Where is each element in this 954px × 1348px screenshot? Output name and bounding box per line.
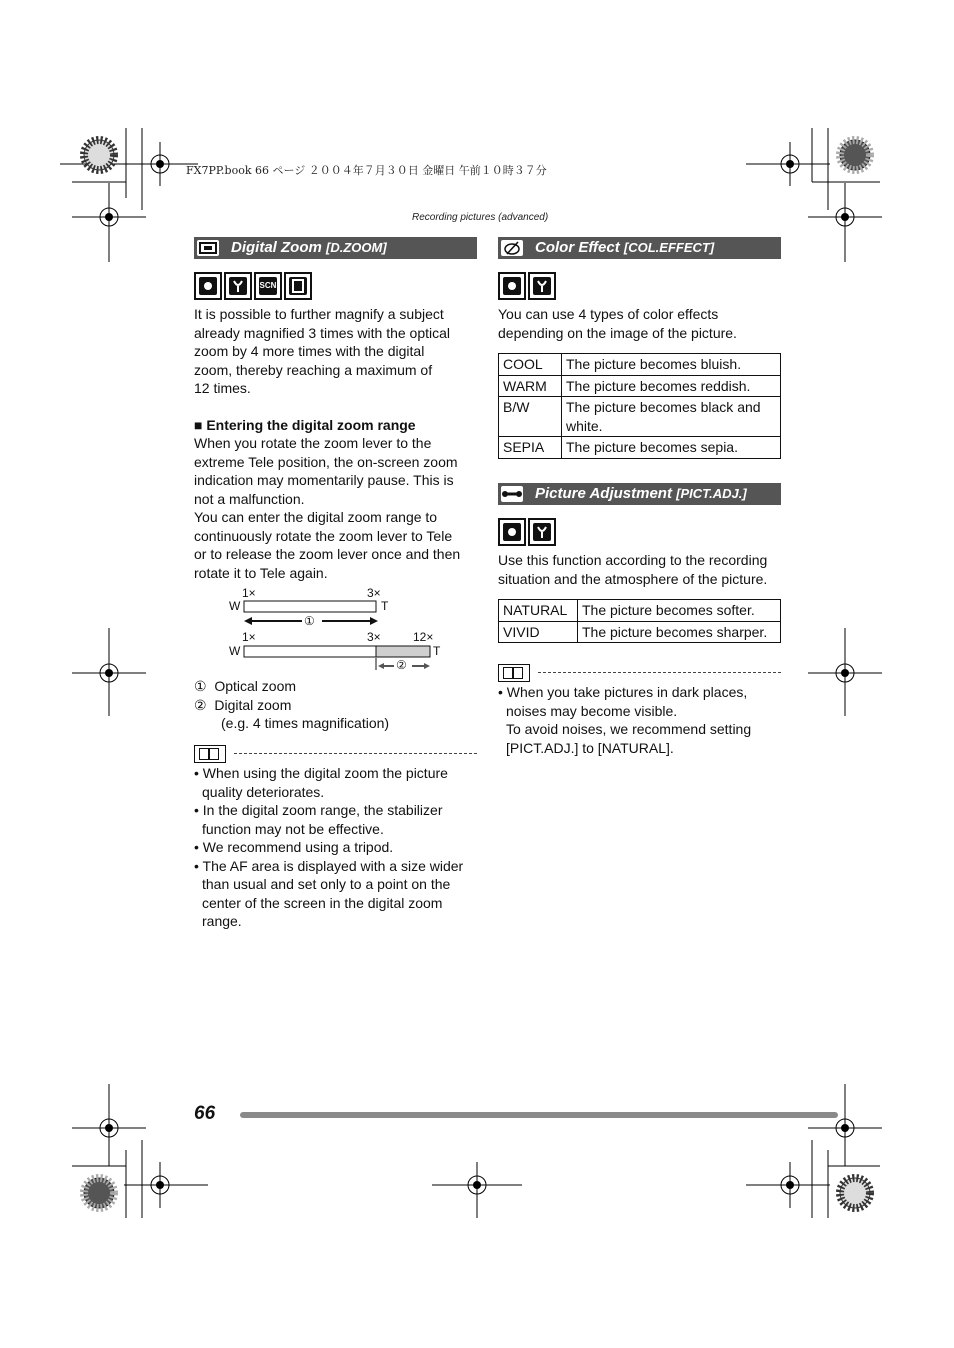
digital-zoom-intro: It is possible to further magnify a subject already magnified 3 times with the optical zoom by 4 more times with the digital zoom, thereby reaching a maximum of 12 times. <box>194 306 451 396</box>
page-number: 66 <box>194 1103 216 1124</box>
movie-mode-icon <box>284 272 312 300</box>
table-row: VIVID The picture becomes sharper. <box>499 621 781 643</box>
section-color-effect-header <box>498 237 781 259</box>
note-divider <box>538 672 781 673</box>
section-title: Picture Adjustment <box>535 485 672 502</box>
section-digital-zoom-header <box>194 237 477 259</box>
section-code: [D.ZOOM] <box>326 240 387 255</box>
table-row: SEPIA The picture becomes sepia. <box>499 437 781 459</box>
camera-mode-icon <box>194 272 222 300</box>
mode-icons <box>194 272 312 300</box>
color-effect-intro: You can use 4 types of color effects depending on the image of the picture. <box>498 306 737 341</box>
color-effect-icon <box>501 240 523 256</box>
page-footer-bar <box>240 1112 838 1118</box>
table-row: B/W The picture becomes black and white. <box>499 397 781 437</box>
note-icon <box>194 745 226 763</box>
note-icon <box>498 664 530 682</box>
section-code: [COL.EFFECT] <box>623 240 715 255</box>
wrench-icon <box>501 486 523 502</box>
zoom-range-diagram: 1× 3× W T 1× 3× 12× W T ① ② <box>226 586 486 676</box>
table-row: COOL The picture becomes bluish. <box>499 354 781 376</box>
zoom-legend: ① Optical zoom ② Digital zoom (e.g. 4 times magnification) <box>194 678 390 731</box>
section-picture-adjustment-header <box>498 483 781 505</box>
print-note: FX7PP.book 66 ページ ２００４年７月３０日 金曜日 午前１０時３７分 <box>186 164 547 177</box>
note-divider <box>234 753 477 754</box>
running-title: Recording pictures (advanced) <box>412 212 549 223</box>
camera-mode-icon <box>498 272 526 300</box>
digital-zoom-body: When you rotate the zoom lever to the extreme Tele position, the on-screen zoom indication may momentarily pause. This is not a malfunction. You can enter the digital zoom range to continuously rotate the zoom lever to Tele or to release the zoom lever once and then rotate it to Tele again. <box>194 435 461 581</box>
macro-mode-icon <box>528 518 556 546</box>
zoom-bar-graphic <box>226 586 486 676</box>
picture-adjustment-notes: • When you take pictures in dark places, noises may become visible. To avoid noises, we recommend setting [PICT.ADJ.] to [NATURAL]. <box>498 684 752 756</box>
color-effect-table <box>498 353 781 459</box>
camera-mode-icon <box>498 518 526 546</box>
digital-zoom-icon <box>197 240 219 256</box>
section-title: Digital Zoom <box>231 239 322 256</box>
subheading: ■ Entering the digital zoom range <box>194 417 416 433</box>
table-row: WARM The picture becomes reddish. <box>499 375 781 397</box>
section-code: [PICT.ADJ.] <box>676 486 747 501</box>
picture-adjustment-table <box>498 599 781 643</box>
mode-icons <box>498 272 556 300</box>
section-title: Color Effect <box>535 239 620 256</box>
macro-mode-icon <box>224 272 252 300</box>
table-row: NATURAL The picture becomes softer. <box>499 600 781 622</box>
digital-zoom-notes: • When using the digital zoom the picture quality deteriorates. • In the digital zoom range, the stabilizer function may not be effective. • We recommend using a tripod. • The AF area is displayed with a size wider than usual and set only to a point on the center of the screen in the digital zoom range. <box>194 765 464 929</box>
mode-icons <box>498 518 556 546</box>
picture-adjustment-intro: Use this function according to the recording situation and the atmosphere of the picture. <box>498 552 768 587</box>
scene-mode-icon: SCN <box>254 272 282 300</box>
macro-mode-icon <box>528 272 556 300</box>
